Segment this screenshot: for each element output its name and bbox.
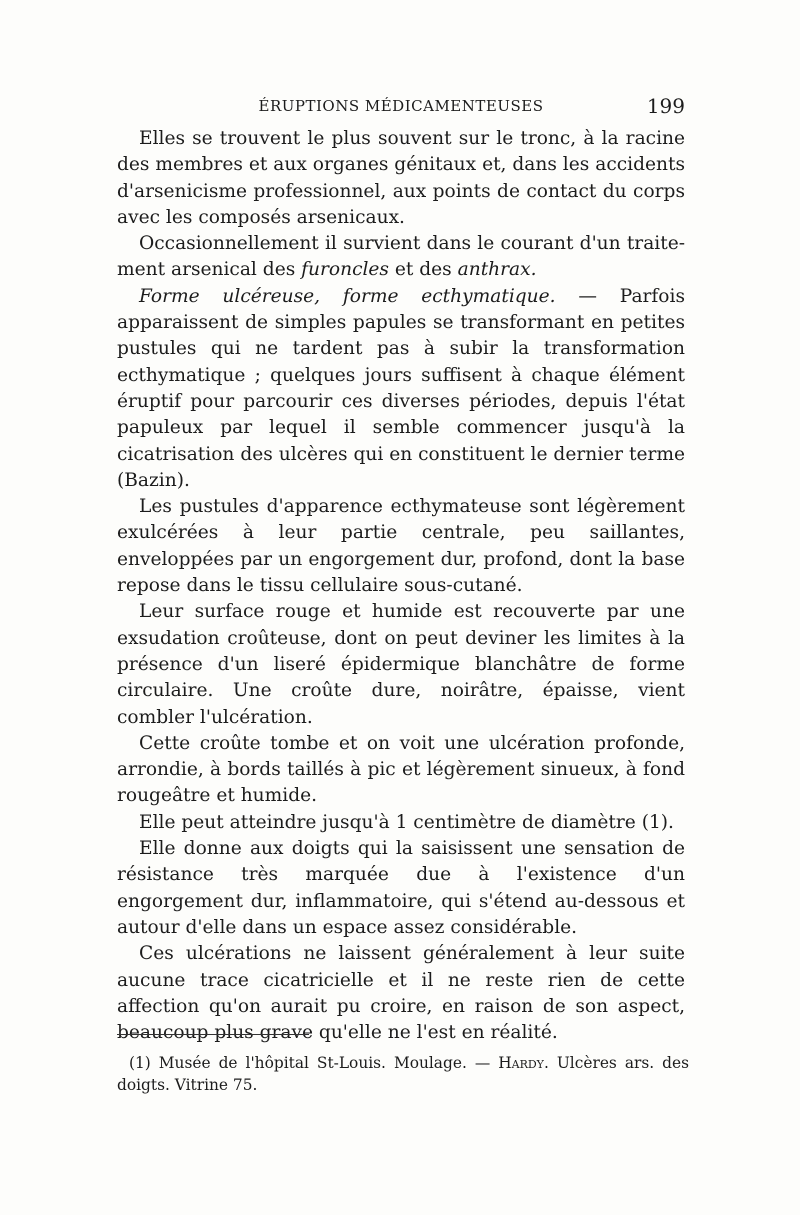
paragraph-6: Cette croûte tombe et on voit une ulcération profonde, arrondie, à bords taillés à pic et légèrement sinueux, à fond rougeâtre et humide. bbox=[117, 732, 685, 807]
paragraph-9: Ces ulcérations ne laissent généralement à leur suite aucune trace cicatricielle et il ne reste rien de cette affection qu'on aurait pu croire, en raison de son aspect, beaucoup plus grave qu'elle ne l'est en réalité. bbox=[117, 943, 685, 1044]
paragraph-5: Leur surface rouge et humide est recouverte par une exsudation croûteuse, dont on peut deviner les limites à la présence d'un liseré épidermique blanchâtre de forme circulaire. Une croûte dure, noirâtre, épaisse, vient combler l'ulcération. bbox=[117, 601, 685, 728]
paragraph-7: Elle peut atteindre jusqu'à 1 centimètre de diamètre (1). bbox=[139, 811, 674, 833]
footnote-text-a: (1) Musée de l'hôpital St-Louis. Moulage. — bbox=[129, 1054, 499, 1072]
page-header bbox=[117, 94, 685, 121]
running-title: ÉRUPTIONS MÉDICAMENTEUSES bbox=[258, 97, 544, 115]
paragraph-4: Les pustules d'apparence ecthymateuse sont légèrement exulcérées à leur partie centrale, peu saillantes, enveloppées par un engorgement dur, profond, dont la base repose dans le tissu cellulaire sous-cutané. bbox=[117, 496, 685, 597]
footnote-author: Hardy bbox=[498, 1054, 544, 1072]
body-text bbox=[117, 126, 685, 1046]
term-furoncles: furoncles bbox=[301, 259, 389, 281]
paragraph-2-text-a: Occasionnellement il survient dans le courant d'un traitement arsenical des bbox=[117, 233, 685, 281]
paragraph-1: Elles se trouvent le plus souvent sur le tronc, à la racine des membres et aux organes génitaux et, dans les accidents d'arsenicisme professionnel, aux points de contact du corps avec les composés arsenicaux. bbox=[117, 128, 685, 228]
page-number: 199 bbox=[646, 94, 685, 118]
footnote-1 bbox=[117, 1052, 689, 1096]
paragraph-8: Elle donne aux doigts qui la saisissent une sensation de résistance très marquée due à l'existence d'un engorgement dur, inflammatoire, qui s'étend au-dessous et autour d'elle dans un espace assez considérable. bbox=[117, 838, 685, 938]
paragraph-3 bbox=[117, 284, 685, 494]
footnote bbox=[117, 1052, 689, 1096]
footnote-text-b: . Ulcères ars. des doigts. Vitrine 75. bbox=[117, 1054, 689, 1094]
paragraph-2-text-b: et des bbox=[388, 259, 458, 281]
paragraph-3-text: — Parfois apparaissent de simples papules se transformant en petites pustules qui ne tardent pas à subir la transformation ecthymatique ; quelques jours suffisent à chaque élément éruptif pour parcourir ces diverses périodes, depuis l'état papuleux par lequel il semble commencer jusqu'à la cicatrisation des ulcères qui en constituent le dernier terme (Bazin). bbox=[117, 285, 685, 491]
term-anthrax: anthrax. bbox=[457, 259, 537, 281]
section-heading-forme-ulcereuse: Forme ulcéreuse, forme ecthymatique. bbox=[139, 285, 556, 307]
footnote-separator bbox=[117, 1034, 309, 1035]
paragraph-2 bbox=[117, 231, 685, 284]
